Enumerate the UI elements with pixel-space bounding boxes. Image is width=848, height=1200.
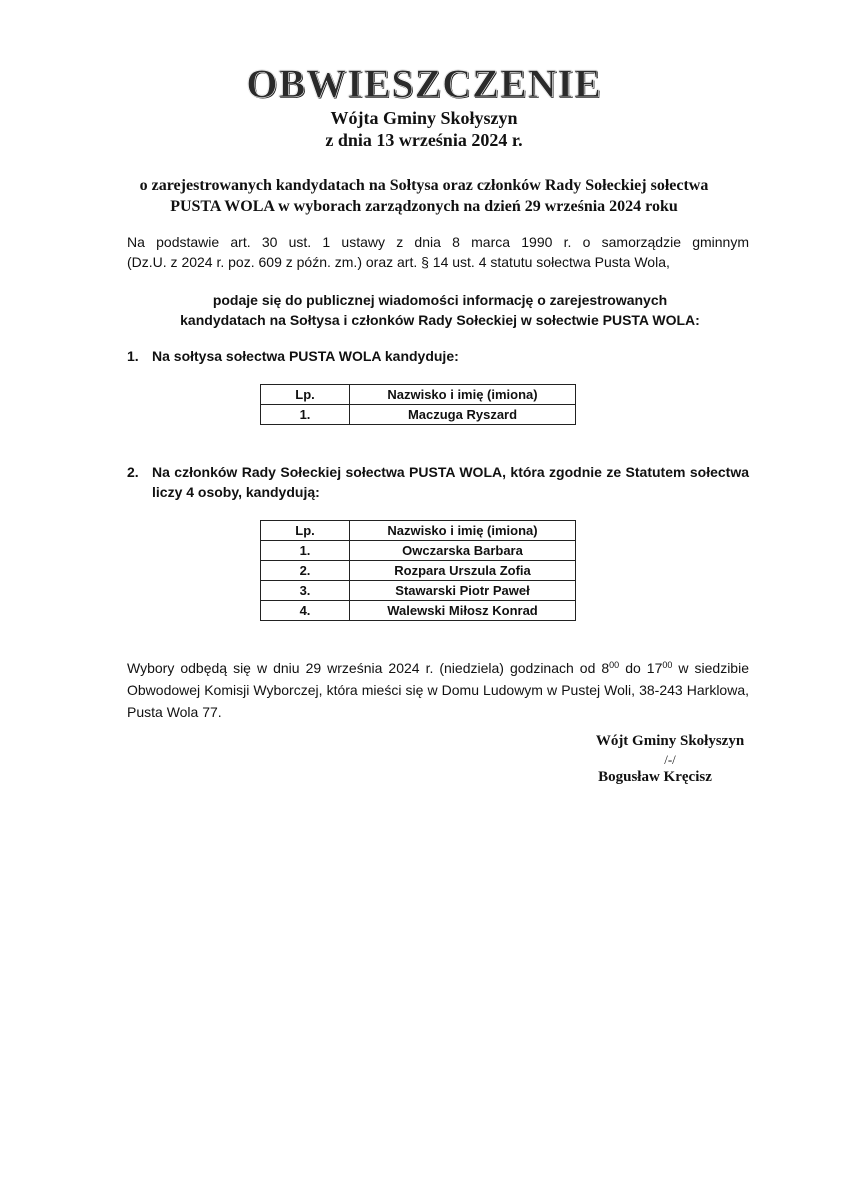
row-number: 1. (261, 405, 350, 425)
signature-mark: /-/ (664, 752, 676, 767)
section-1-heading (127, 346, 767, 366)
issue-date: z dnia 13 września 2024 r. (325, 130, 523, 150)
soltys-candidates-table (260, 384, 576, 425)
end-time-superscript: 00 (662, 660, 673, 670)
intro-line-2: kandydatach na Sołtysa i członków Rady Sołeckiej w sołectwie PUSTA WOLA: (180, 312, 700, 328)
section-2-text (152, 462, 749, 502)
candidate-name: Stawarski Piotr Paweł (350, 581, 576, 601)
section-2-heading (127, 462, 767, 502)
table-row (261, 405, 576, 425)
table-row (261, 581, 576, 601)
council-candidates-table (260, 520, 576, 621)
section-1-text: Na sołtysa sołectwa PUSTA WOLA kandyduje: (152, 348, 459, 364)
candidate-name: Walewski Miłosz Konrad (350, 601, 576, 621)
column-header-lp: Lp. (261, 385, 350, 405)
column-header-lp: Lp. (261, 521, 350, 541)
issuer: Wójta Gminy Skołyszyn (330, 108, 518, 128)
table-header-row (261, 521, 576, 541)
table-header-row (261, 385, 576, 405)
election-details (127, 657, 749, 723)
row-number: 4. (261, 601, 350, 621)
legal-basis (127, 232, 749, 272)
subject-line-1: o zarejestrowanych kandydatach na Sołtysa oraz członków Rady Sołeckiej sołectwa (139, 177, 709, 194)
column-header-name: Nazwisko i imię (imiona) (350, 385, 576, 405)
start-time-superscript: 00 (609, 660, 620, 670)
candidate-name: Owczarska Barbara (350, 541, 576, 561)
election-details-part-2: do 17 (619, 660, 663, 676)
intro (120, 290, 760, 330)
table-row (261, 561, 576, 581)
section-1-number: 1. (127, 348, 139, 364)
section-2-text-line-1: Na członków Rady Sołeckiej sołectwa PUSTA WOLA, która zgodnie ze Statutem sołectwa (152, 464, 749, 480)
candidate-name: Rozpara Urszula Zofia (350, 561, 576, 581)
signature-role: Wójt Gminy Skołyszyn (595, 733, 745, 749)
row-number: 1. (261, 541, 350, 561)
column-header-name: Nazwisko i imię (imiona) (350, 521, 576, 541)
section-2-text-line-2: liczy 4 osoby, kandydują: (152, 484, 320, 500)
legal-basis-line-1: Na podstawie art. 30 ust. 1 ustawy z dnia 8 marca 1990 r. o samorządzie gminnym (127, 234, 749, 250)
signature-name: Bogusław Kręcisz (598, 769, 712, 785)
election-details-part-1: Wybory odbędą się w dniu 29 września 2024 r. (niedziela) godzinach od 8 (127, 660, 610, 676)
candidate-name: Maczuga Ryszard (350, 405, 576, 425)
intro-line-1: podaje się do publicznej wiadomości informację o zarejestrowanych (212, 292, 668, 308)
row-number: 2. (261, 561, 350, 581)
section-2-number: 2. (127, 464, 139, 480)
legal-basis-line-2: (Dz.U. z 2024 r. poz. 609 z późn. zm.) oraz art. § 14 ust. 4 statutu sołectwa Pusta Wola, (127, 254, 670, 270)
election-details-part-3: w siedzibie Obwodowej Komisji Wyborczej, która mieści się w Domu Ludowym w Pustej Woli, 38-243 Harklowa, Pusta Wola 77. (127, 660, 749, 720)
document-title: OBWIESZCZENIE (246, 61, 602, 106)
table-row (261, 541, 576, 561)
subject-line-2: PUSTA WOLA w wyborach zarządzonych na dzień 29 września 2024 roku (170, 198, 678, 215)
row-number: 3. (261, 581, 350, 601)
table-row (261, 601, 576, 621)
subject (100, 175, 748, 217)
